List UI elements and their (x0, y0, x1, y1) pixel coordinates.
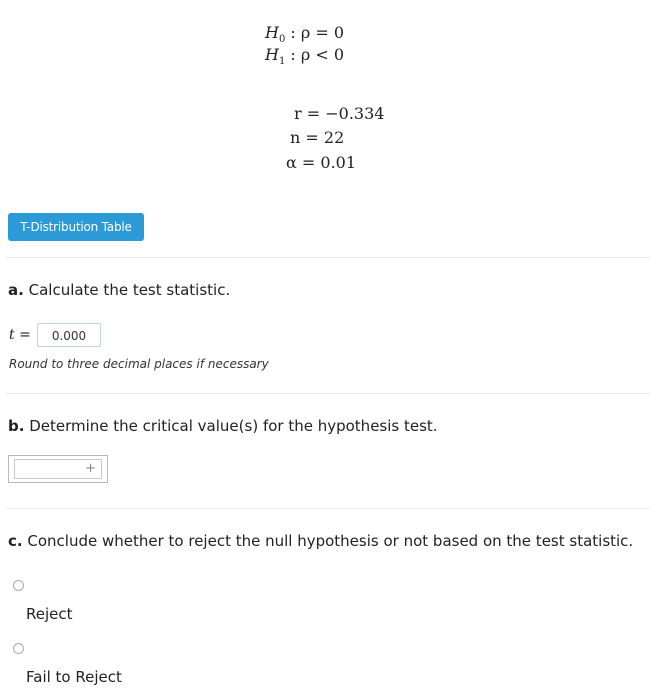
fail-to-reject-radio[interactable] (13, 643, 24, 654)
divider (6, 393, 650, 394)
r-value: r = −0.334 (294, 104, 385, 123)
t-label: t = (9, 327, 31, 343)
reject-radio[interactable] (13, 580, 24, 591)
alpha-value: α = 0.01 (286, 153, 357, 172)
divider (6, 257, 650, 258)
reject-label[interactable]: Reject (26, 605, 73, 623)
alternative-hypothesis: $H_1$ : ρ < 0 (265, 45, 345, 68)
rounding-hint: Round to three decimal places if necessary (9, 357, 269, 371)
critical-value-input[interactable] (14, 459, 102, 479)
t-distribution-table-button[interactable]: T-Distribution Table (8, 213, 144, 241)
part-c-question: c. Conclude whether to reject the null hypothesis or not based on the test statistic. (8, 532, 634, 550)
fail-to-reject-label[interactable]: Fail to Reject (26, 668, 122, 686)
critical-value-answer-box[interactable] (8, 455, 108, 483)
part-b-question: b. Determine the critical value(s) for the hypothesis test. (8, 417, 438, 435)
null-hypothesis: $H_0$ : ρ = 0 (265, 23, 345, 46)
part-a-question: a. Calculate the test statistic. (8, 281, 231, 299)
test-statistic-input[interactable]: 0.000 (37, 323, 101, 347)
n-value: n = 22 (290, 128, 345, 147)
add-icon[interactable]: + (85, 461, 96, 476)
divider (6, 508, 650, 509)
